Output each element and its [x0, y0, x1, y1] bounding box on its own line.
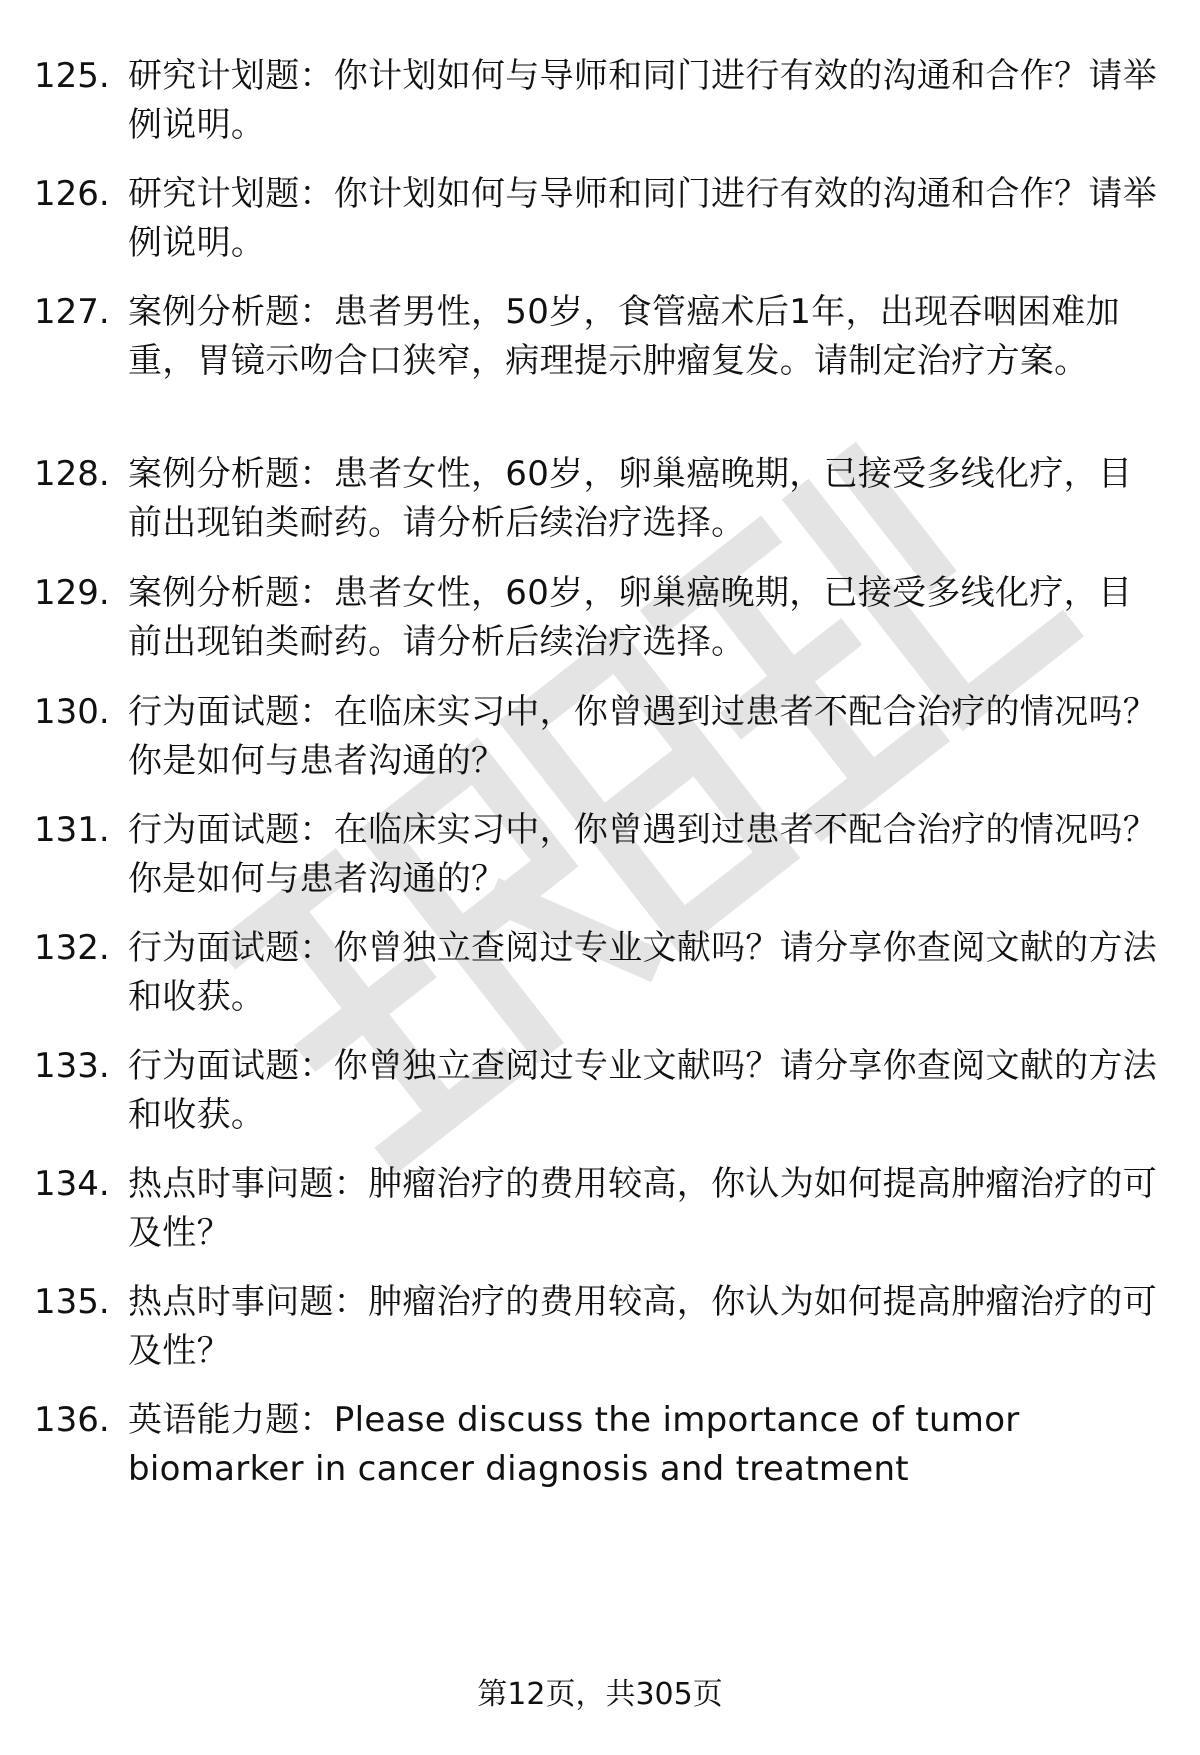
question-text: 研究计划题：你计划如何与导师和同门进行有效的沟通和合作？请举例说明。	[128, 174, 1157, 263]
question-number: 133.	[34, 1046, 110, 1086]
question-number: 127.	[34, 292, 110, 332]
question-text: 研究计划题：你计划如何与导师和同门进行有效的沟通和合作？请举例说明。	[128, 56, 1157, 145]
question-number: 130.	[34, 692, 110, 732]
question-text: 行为面试题：你曾独立查阅过专业文献吗？请分享你查阅文献的方法和收获。	[128, 1046, 1157, 1135]
question-text: 热点时事问题：肿瘤治疗的费用较高，你认为如何提高肿瘤治疗的可及性？	[128, 1164, 1157, 1253]
question-text: 英语能力题：Please discuss the importance of tumor biomarker in cancer diagnosis and treatment	[128, 1400, 1020, 1489]
question-text: 行为面试题：在临床实习中，你曾遇到过患者不配合治疗的情况吗？你是如何与患者沟通的？	[128, 810, 1157, 899]
question-number: 132.	[34, 928, 110, 968]
question-text: 行为面试题：你曾独立查阅过专业文献吗？请分享你查阅文献的方法和收获。	[128, 928, 1157, 1017]
page-number-footer: 第12页，共305页	[477, 1677, 723, 1712]
question-number: 125.	[34, 56, 110, 96]
question-text: 行为面试题：在临床实习中，你曾遇到过患者不配合治疗的情况吗？你是如何与患者沟通的？	[128, 692, 1157, 781]
question-text: 案例分析题：患者男性，50岁，食管癌术后1年，出现吞咽困难加重，胃镜示吻合口狭窄，病理提示肿瘤复发。请制定治疗方案。	[128, 292, 1120, 381]
question-number: 129.	[34, 573, 110, 613]
question-number: 136.	[34, 1400, 110, 1440]
question-number: 128.	[34, 454, 110, 494]
question-number: 134.	[34, 1164, 110, 1204]
question-text: 案例分析题：患者女性，60岁，卵巢癌晚期，已接受多线化疗，目前出现铂类耐药。请分析后续治疗选择。	[128, 573, 1133, 662]
question-text: 热点时事问题：肿瘤治疗的费用较高，你认为如何提高肿瘤治疗的可及性？	[128, 1282, 1157, 1371]
question-number: 126.	[34, 174, 110, 214]
question-text: 案例分析题：患者女性，60岁，卵巢癌晚期，已接受多线化疗，目前出现铂类耐药。请分析后续治疗选择。	[128, 454, 1133, 543]
question-number: 135.	[34, 1282, 110, 1322]
question-number: 131.	[34, 810, 110, 850]
